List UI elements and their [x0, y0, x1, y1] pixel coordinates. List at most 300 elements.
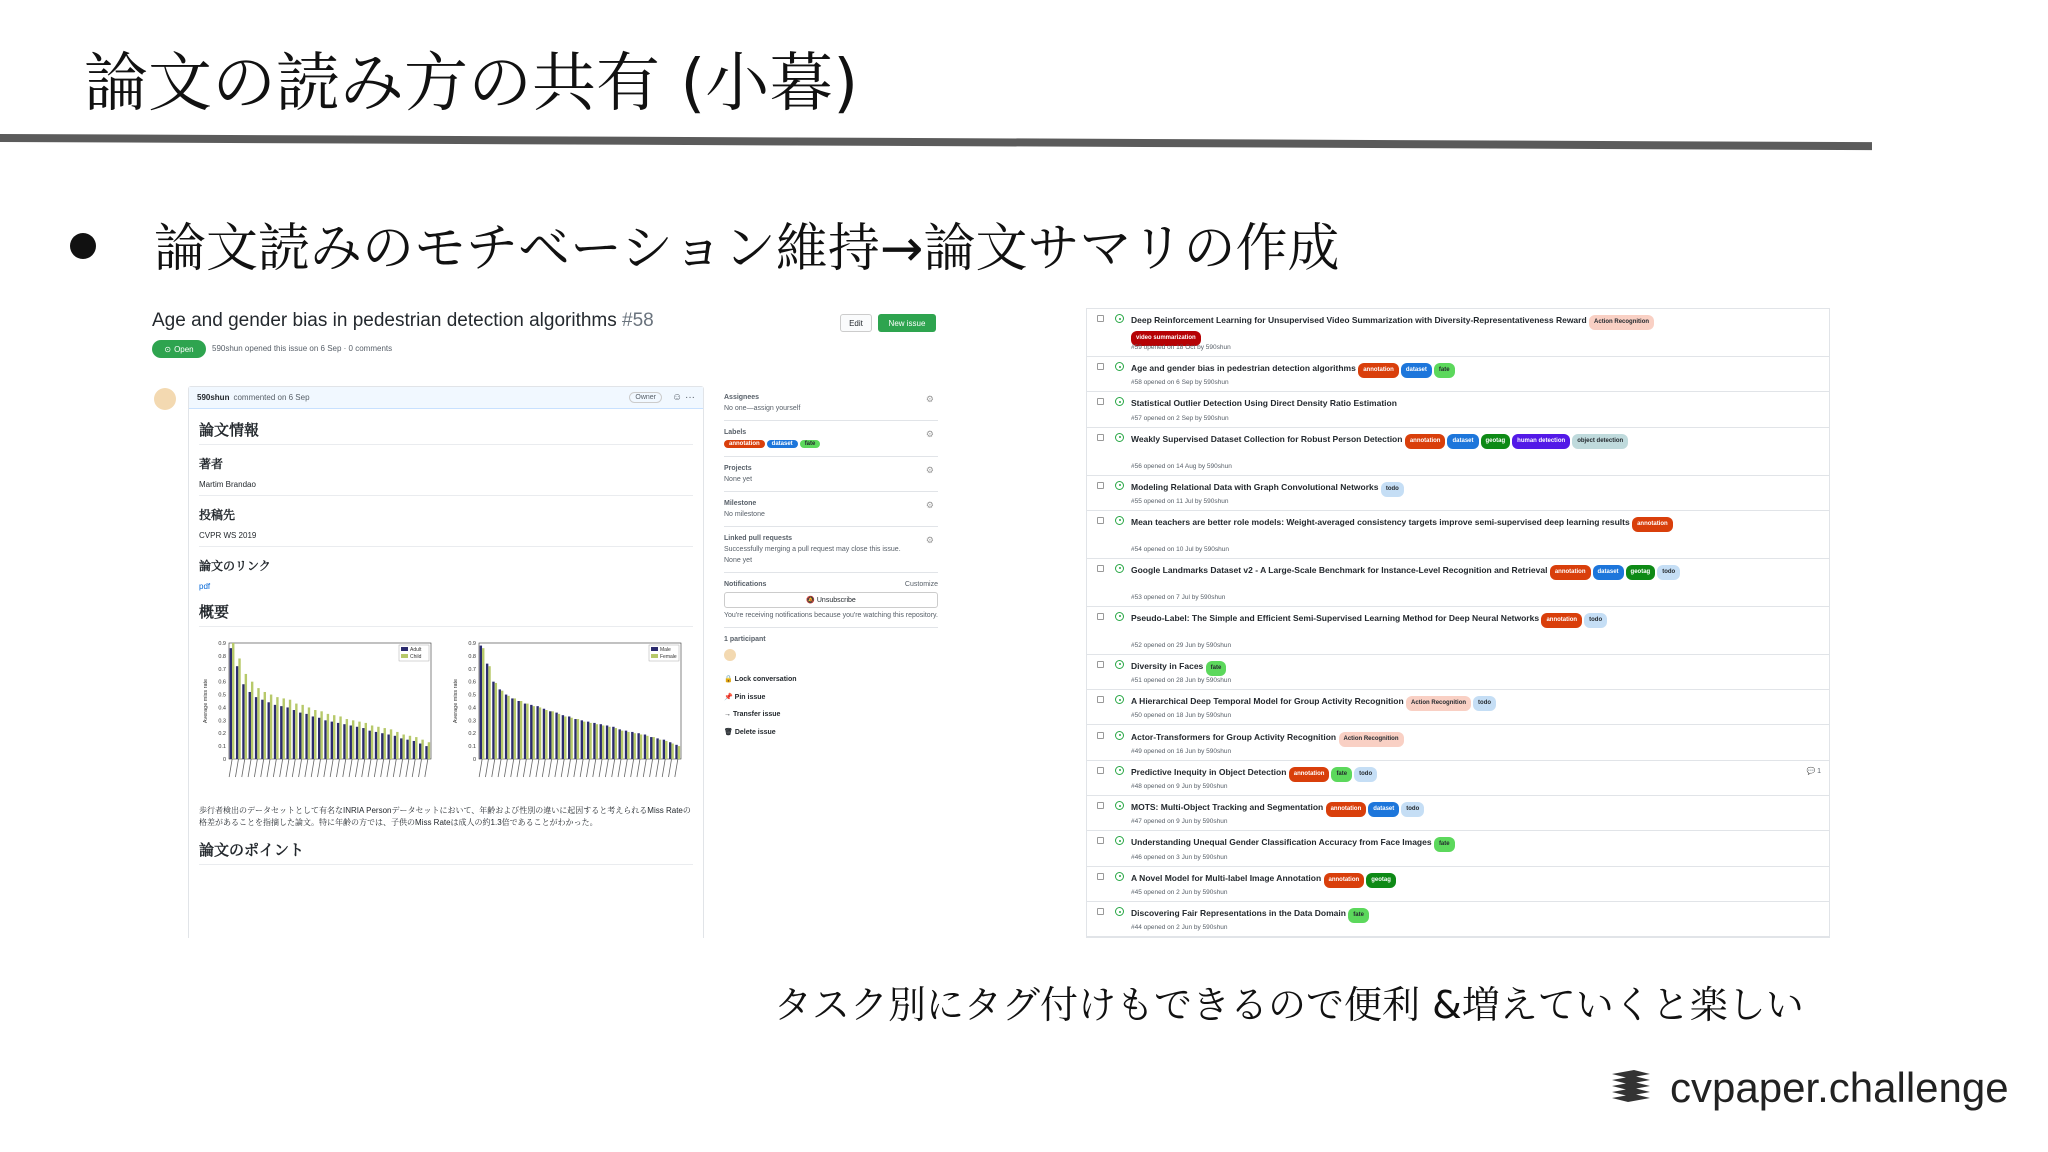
bar [358, 722, 360, 759]
gear-icon[interactable]: ⚙ [925, 394, 934, 404]
issue-title-link[interactable]: Modeling Relational Data with Graph Convolutional Networks [1131, 481, 1381, 492]
issue-row[interactable] [1087, 309, 1830, 357]
issue-title-line [1131, 564, 1691, 580]
issue-row[interactable] [1087, 428, 1830, 476]
issue-title-link[interactable]: Age and gender bias in pedestrian detection algorithms [1131, 363, 1359, 373]
issue-open-icon [1115, 612, 1124, 621]
bar [634, 733, 636, 759]
issue-title [152, 310, 654, 332]
x-tick-mark [574, 759, 577, 777]
y-tick-label: 0.6 [218, 679, 226, 686]
brand-name: cvpaper.challenge [1670, 1064, 2009, 1111]
label-badge[interactable]: todo [1584, 613, 1607, 628]
x-tick-mark [631, 759, 634, 777]
bullet-text: 論文読みのモチベーション維持→論文サマリの作成 [154, 219, 1340, 279]
issue-open-icon [1115, 564, 1124, 573]
label-badge[interactable]: annotation [724, 440, 765, 448]
x-tick-mark [362, 759, 365, 777]
bar [324, 720, 326, 759]
bar [369, 731, 371, 759]
label-badge[interactable]: fate [1434, 837, 1455, 852]
issue-row[interactable] [1087, 655, 1830, 690]
label-badge[interactable]: geotag [1626, 565, 1656, 580]
select-checkbox[interactable] [1097, 837, 1104, 844]
label-badge[interactable]: todo [1381, 482, 1404, 497]
issue-open-icon [1115, 362, 1124, 371]
x-tick-mark [637, 759, 640, 777]
bar [499, 689, 501, 759]
issue-meta: #44 opened on 2 Jun by 590shun [1131, 924, 1228, 932]
label-badge[interactable]: fate [1331, 767, 1352, 782]
bar [549, 711, 551, 759]
issue-row[interactable] [1087, 831, 1830, 866]
bar [671, 744, 673, 759]
x-tick-mark [669, 759, 672, 777]
bar [492, 682, 494, 759]
issue-open-icon [1115, 836, 1124, 845]
issue-title-line [1131, 907, 1691, 923]
issue-title-line [1131, 362, 1691, 378]
linked-prs-section[interactable] [724, 527, 938, 573]
issue-title-link[interactable]: MOTS: Multi-Object Tracking and Segmentation [1131, 802, 1326, 813]
bar [390, 729, 392, 759]
bar [276, 697, 278, 759]
bar [232, 643, 234, 759]
issue-row[interactable] [1087, 476, 1830, 511]
label-badge[interactable]: dataset [1401, 363, 1432, 378]
unsubscribe-button[interactable] [724, 592, 938, 608]
issue-open-icon [1115, 660, 1124, 669]
issue-row[interactable] [1087, 902, 1830, 937]
linked-prs-note: Successfully merging a pull request may close this issue. [724, 546, 901, 553]
select-checkbox[interactable] [1097, 315, 1104, 322]
bar [274, 705, 276, 759]
heading-info: 論文情報 [199, 419, 693, 445]
issue-title-link[interactable]: Statistical Outlier Detection Using Direct Density Ratio Estimation [1131, 398, 1397, 409]
legend-label: Female [660, 654, 677, 660]
label-badge[interactable]: Action Recognition [1339, 732, 1404, 747]
x-tick-mark [368, 759, 371, 777]
bar [545, 710, 547, 759]
bar [314, 710, 316, 759]
label-badge[interactable]: todo [1473, 696, 1496, 711]
x-tick-mark [406, 759, 409, 777]
bullet-point [70, 206, 1340, 281]
bar [514, 698, 516, 759]
issue-title-link[interactable]: Deep Reinforcement Learning for Unsupervised Video Summarization with Diversity-Representativeness Reward [1131, 315, 1590, 325]
issue-title-line [1131, 314, 1691, 346]
bar [337, 723, 339, 759]
issue-open-icon [1115, 695, 1124, 704]
assignees-heading: Assignees [724, 394, 760, 401]
issue-title-link[interactable]: A Novel Model for Multi-label Image Annotation [1131, 872, 1324, 883]
comment-count[interactable]: 💬 1 [1806, 767, 1821, 775]
projects-section[interactable] [724, 457, 938, 492]
caption: タスク別にタグ付けもできるので便利 &増えていくと楽しい [774, 983, 1804, 1027]
bar [352, 720, 354, 759]
label-badge[interactable]: annotation [1289, 767, 1330, 782]
bar [558, 714, 560, 759]
issue-row[interactable] [1087, 607, 1830, 655]
issue-meta: #59 opened on 18 Oct by 590shun [1131, 344, 1231, 351]
issue-meta: #56 opened on 14 Aug by 590shun [1131, 462, 1232, 470]
x-tick-mark [374, 759, 377, 777]
bar [299, 713, 301, 759]
assignees-value[interactable]: No one—assign yourself [724, 405, 801, 412]
issue-title-line [1131, 397, 1691, 410]
select-checkbox[interactable] [1097, 482, 1104, 489]
x-tick-mark [419, 759, 422, 777]
issue-title-link[interactable]: Mean teachers are better role models: Weight-averaged consistency targets improve semi-supervised deep learning results [1131, 516, 1633, 527]
notifications-section [724, 573, 938, 628]
y-tick-label: 0.4 [218, 705, 226, 712]
bar [362, 728, 364, 759]
x-tick-mark [624, 759, 627, 777]
label-badge[interactable]: annotation [1324, 873, 1365, 888]
select-checkbox[interactable] [1097, 873, 1104, 880]
bar [564, 716, 566, 759]
bar [486, 664, 488, 759]
x-tick-mark [305, 759, 308, 777]
x-tick-mark [235, 759, 238, 777]
x-tick-mark [273, 759, 276, 777]
gear-icon[interactable]: ⚙ [925, 500, 934, 510]
label-badge[interactable]: annotation [1405, 434, 1446, 449]
label-badge[interactable]: dataset [1368, 802, 1399, 817]
x-tick-mark [561, 759, 564, 777]
x-tick-mark [517, 759, 520, 777]
x-tick-mark [292, 759, 295, 777]
label-badge[interactable]: fate [1206, 661, 1227, 676]
linked-prs-value: None yet [724, 557, 753, 564]
x-tick-mark [523, 759, 526, 777]
label-badge[interactable]: fate [800, 440, 821, 448]
issue-open-icon [1115, 872, 1124, 881]
y-tick-label: 0.7 [468, 666, 476, 673]
select-checkbox[interactable] [1097, 696, 1104, 703]
bar [526, 704, 528, 759]
charts [199, 637, 693, 795]
bar [659, 740, 661, 759]
bar [249, 692, 251, 759]
bar [520, 701, 522, 759]
gear-icon[interactable]: ⚙ [925, 535, 934, 545]
label-badge[interactable]: annotation [1326, 802, 1367, 817]
x-tick-mark [511, 759, 514, 777]
issue-row[interactable] [1087, 761, 1830, 796]
projects-value: None yet [724, 476, 753, 483]
assignees-section[interactable] [724, 386, 938, 421]
issue-meta: #51 opened on 28 Jun by 590shun [1131, 677, 1232, 685]
lock-conversation[interactable] [724, 675, 938, 683]
label-badge[interactable]: human detection [1512, 434, 1570, 449]
x-tick-mark [498, 759, 501, 777]
x-tick-mark [254, 759, 257, 777]
select-checkbox[interactable] [1097, 613, 1104, 620]
more-options-icon[interactable]: ☺ ··· [672, 392, 695, 403]
label-badge[interactable]: dataset [1447, 434, 1478, 449]
x-tick-mark [618, 759, 621, 777]
participants-heading: 1 participant [724, 636, 766, 643]
bar [375, 732, 377, 759]
x-tick-mark [675, 759, 678, 777]
select-checkbox[interactable] [1097, 517, 1104, 524]
label-badge[interactable]: video summarization [1131, 331, 1201, 346]
issue-meta: #49 opened on 16 Jun by 590shun [1131, 747, 1232, 755]
label-badge[interactable]: dataset [1593, 565, 1624, 580]
label-badge[interactable]: annotation [1550, 565, 1591, 580]
issue-number: #58 [622, 310, 654, 331]
x-tick-mark [355, 759, 358, 777]
notifications-heading [724, 581, 938, 588]
label-badge[interactable]: geotag [1481, 434, 1511, 449]
issue-title-line [1131, 695, 1691, 711]
label-badge[interactable]: todo [1401, 802, 1424, 817]
label-badge[interactable]: annotation [1541, 613, 1582, 628]
bar [625, 731, 627, 759]
x-tick-mark [412, 759, 415, 777]
issue-row[interactable] [1087, 726, 1830, 761]
y-tick-label: 0.2 [468, 731, 476, 738]
x-tick-mark [324, 759, 327, 777]
label-badge[interactable]: object detection [1572, 434, 1628, 449]
bar [505, 695, 507, 759]
bar [402, 735, 404, 759]
label-badge[interactable]: fate [1348, 908, 1369, 923]
issue-row[interactable] [1087, 357, 1830, 392]
bar [583, 722, 585, 759]
label-badge[interactable]: todo [1657, 565, 1680, 580]
issue-title-link[interactable]: Diversity in Faces [1131, 660, 1206, 671]
issue-open-icon: ⊙ [164, 344, 172, 354]
issue-meta: #45 opened on 2 Jun by 590shun [1131, 888, 1228, 896]
issue-row[interactable] [1087, 796, 1830, 831]
milestone-heading: Milestone [724, 500, 757, 507]
bar [387, 735, 389, 759]
issue-title-link[interactable]: Google Landmarks Dataset v2 - A Large-Scale Benchmark for Instance-Level Recognition and Retrieval [1131, 564, 1550, 575]
comment-header [189, 387, 703, 409]
issue-open-icon [1115, 397, 1124, 406]
issue-title-link[interactable]: Understanding Unequal Gender Classification Accuracy from Face Images [1131, 837, 1434, 848]
issue-title-link[interactable]: Weakly Supervised Dataset Collection for Robust Person Detection [1131, 433, 1405, 444]
select-checkbox[interactable] [1097, 398, 1104, 405]
x-tick-mark [267, 759, 270, 777]
select-checkbox[interactable] [1097, 767, 1104, 774]
customize-link[interactable]: Customize [904, 581, 938, 588]
milestone-section[interactable] [724, 492, 938, 527]
x-tick-mark [504, 759, 507, 777]
pdf-link[interactable]: pdf [199, 582, 211, 591]
issue-title-line [1131, 481, 1691, 497]
new-issue-button[interactable]: New issue [878, 314, 936, 332]
select-checkbox[interactable] [1097, 434, 1104, 441]
label-badge[interactable]: dataset [767, 440, 798, 448]
y-tick-label: 0.1 [468, 744, 476, 751]
bar [320, 711, 322, 759]
bar [293, 710, 295, 759]
x-tick-mark [318, 759, 321, 777]
bar [539, 707, 541, 759]
gear-icon[interactable]: ⚙ [925, 429, 934, 439]
bar [331, 722, 333, 759]
labels-section[interactable] [724, 421, 938, 457]
avatar[interactable] [154, 388, 176, 410]
issue-detail-screenshot [148, 306, 938, 938]
label-badge[interactable]: Action Recognition [1589, 315, 1654, 330]
label-badge[interactable]: fate [1434, 363, 1455, 378]
bar [396, 732, 398, 759]
age-bar-chart [199, 637, 439, 795]
select-checkbox[interactable] [1097, 732, 1104, 739]
issue-row[interactable] [1087, 867, 1830, 902]
heading-venue: 投稿先 [199, 508, 236, 522]
select-checkbox[interactable] [1097, 802, 1104, 809]
x-tick-mark [612, 759, 615, 777]
stacked-layers-icon [1608, 1068, 1654, 1108]
x-tick-mark [336, 759, 339, 777]
bar [555, 713, 557, 759]
x-tick-mark [280, 759, 283, 777]
bell-slash-icon: 🔕 [806, 597, 815, 604]
issue-title-line [1131, 612, 1691, 628]
bar [482, 648, 484, 759]
chart-legend [399, 645, 429, 661]
label-badge[interactable]: todo [1354, 767, 1377, 782]
label-badge[interactable]: annotation [1358, 363, 1399, 378]
delete-issue[interactable] [724, 728, 938, 736]
x-tick-mark [650, 759, 653, 777]
bar [286, 707, 288, 759]
bar [236, 666, 238, 759]
transfer-label: Transfer issue [732, 711, 781, 718]
bar [283, 698, 285, 759]
issue-meta: #48 opened on 9 Jun by 590shun [1131, 783, 1228, 791]
x-tick-mark [400, 759, 403, 777]
edit-button[interactable]: Edit [840, 314, 872, 332]
select-checkbox[interactable] [1097, 661, 1104, 668]
legend-swatch [651, 654, 658, 658]
bar [644, 735, 646, 759]
pin-issue[interactable] [724, 693, 938, 701]
x-tick-mark [593, 759, 596, 777]
issue-title-link[interactable]: A Hierarchical Deep Temporal Model for Group Activity Recognition [1131, 696, 1407, 707]
issue-row[interactable] [1087, 559, 1830, 607]
owner-badge: Owner [629, 392, 662, 403]
issue-title-line [1131, 660, 1691, 676]
author-value: Martim Brandao [199, 480, 693, 496]
bar [568, 716, 570, 759]
bar [600, 724, 602, 759]
issue-title-line [1131, 872, 1691, 888]
y-tick-label: 0.5 [218, 692, 226, 699]
issue-title-link[interactable]: Pseudo-Label: The Simple and Efficient Semi-Supervised Learning Method for Deep Neural Networks [1131, 612, 1542, 623]
issue-title-link[interactable]: Predictive Inequity in Object Detection [1131, 766, 1289, 777]
legend-label: Adult [410, 647, 422, 653]
bar [238, 658, 240, 759]
issue-row[interactable] [1087, 392, 1830, 427]
issue-row[interactable] [1087, 511, 1830, 559]
issue-title-link[interactable]: Discovering Fair Representations in the Data Domain [1131, 908, 1349, 918]
issue-title-line [1131, 731, 1691, 747]
issue-title-link[interactable]: Actor-Transformers for Group Activity Recognition [1131, 731, 1339, 742]
issue-title-line [1131, 516, 1691, 532]
bar [409, 736, 411, 759]
bar [495, 683, 497, 759]
x-tick-mark [530, 759, 533, 777]
bar [631, 732, 633, 759]
issue-meta: #54 opened on 10 Jul by 590shun [1131, 545, 1229, 553]
x-tick-mark [248, 759, 251, 777]
issue-meta: #57 opened on 2 Sep by 590shun [1131, 414, 1229, 422]
label-badge[interactable]: annotation [1632, 517, 1673, 532]
select-checkbox[interactable] [1097, 908, 1104, 915]
bar [230, 648, 232, 759]
x-tick-mark [387, 759, 390, 777]
comment-author[interactable]: 590shun [197, 393, 230, 402]
bar [524, 704, 526, 759]
gender-bar-chart [449, 637, 689, 795]
bar [663, 740, 665, 759]
y-tick-label: 0.6 [468, 679, 476, 686]
bar [413, 741, 415, 759]
select-checkbox[interactable] [1097, 565, 1104, 572]
heading-author: 著者 [199, 457, 224, 471]
x-tick-mark [479, 759, 482, 777]
label-badge[interactable]: geotag [1366, 873, 1396, 888]
issue-meta: #52 opened on 29 Jun by 590shun [1131, 641, 1232, 649]
issue-meta: #58 opened on 6 Sep by 590shun [1131, 379, 1229, 387]
bar [669, 742, 671, 759]
participant-avatar[interactable] [724, 649, 736, 661]
issue-list-screenshot [1086, 308, 1830, 938]
participants-section [724, 628, 938, 669]
y-axis-label: Average miss rate [203, 678, 209, 724]
issue-row[interactable] [1087, 690, 1830, 725]
x-tick-mark [425, 759, 428, 777]
gear-icon[interactable]: ⚙ [925, 465, 934, 475]
issue-title-line [1131, 836, 1691, 852]
bar [400, 738, 402, 759]
issue-sidebar [724, 386, 938, 746]
x-tick-mark [586, 759, 589, 777]
issue-open-icon [1115, 314, 1124, 323]
bar [543, 709, 545, 759]
bar [428, 742, 430, 759]
bar [350, 725, 352, 759]
bar [652, 737, 654, 759]
heading-link: 論文のリンク [199, 559, 271, 573]
open-status-badge [152, 340, 206, 358]
label-badge[interactable]: Action Recognition [1406, 696, 1471, 711]
x-tick-mark [580, 759, 583, 777]
x-tick-mark [662, 759, 665, 777]
pin-label: Pin issue [734, 694, 766, 701]
bar [371, 725, 373, 759]
issue-meta: #55 opened on 11 Jul by 590shun [1131, 497, 1229, 505]
bar [270, 695, 272, 759]
x-tick-mark [242, 759, 245, 777]
transfer-issue[interactable] [724, 711, 938, 718]
unsubscribe-label: Unsubscribe [816, 597, 856, 604]
issue-open-icon [1115, 481, 1124, 490]
issue-title-line [1131, 766, 1691, 782]
bar [305, 714, 307, 759]
x-tick-mark [568, 759, 571, 777]
issue-open-icon [1115, 801, 1124, 810]
bar [507, 696, 509, 759]
bar [289, 700, 291, 759]
select-checkbox[interactable] [1097, 363, 1104, 370]
